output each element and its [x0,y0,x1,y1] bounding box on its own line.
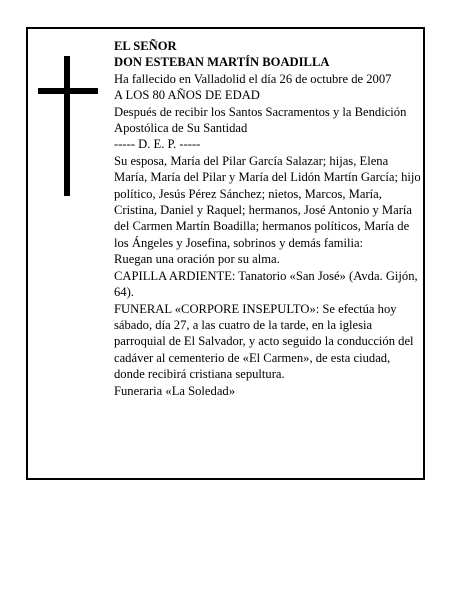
age-line: A LOS 80 AÑOS DE EDAD [114,88,260,103]
dep-line: ----- D. E. P. ----- [114,137,201,152]
death-announcement: Ha fallecido en Valladolid el día 26 de octubre de 2007 [114,71,392,86]
prayer-line: Ruegan una oración por su alma. [114,252,280,267]
cross-vertical-bar [64,56,70,196]
chapel-paragraph: CAPILLA ARDIENTE: Tanatorio «San José» (Avda. Gijón, 64). [114,268,418,300]
funeral-paragraph: FUNERAL «CORPORE INSEPULTO»: Se efectúa hoy sábado, día 27, a las cuatro de la tarde, en la iglesia parroquial de El Salvador, y acto seguido la conducción del cadáver al cementerio de «El Carmen», de esta ciudad, donde recibirá cristiana sepultura. [114,301,414,382]
latin-cross-icon [38,56,98,196]
cross-horizontal-bar [38,88,98,94]
obituary-text [114,38,422,399]
family-paragraph: Su esposa, María del Pilar García Salazar; hijas, Elena María, María del Pilar y María del Lidón Martín García; hijo político, Jesús Pérez Sánchez; nietos, Marcos, María, Cristina, Daniel y Raquel; hermanos, José Antonio y María del Carmen Martín Boadilla; hermanos políticos, María de los Ángeles y Josefina, sobrinos y demás familia: [114,153,421,250]
funeral-home-line: Funeraria «La Soledad» [114,383,235,398]
deceased-name: DON ESTEBAN MARTÍN BOADILLA [114,55,330,70]
sacraments-paragraph: Después de recibir los Santos Sacramentos y la Bendición Apostólica de Su Santidad [114,104,407,136]
title-line-1: EL SEÑOR [114,39,177,53]
